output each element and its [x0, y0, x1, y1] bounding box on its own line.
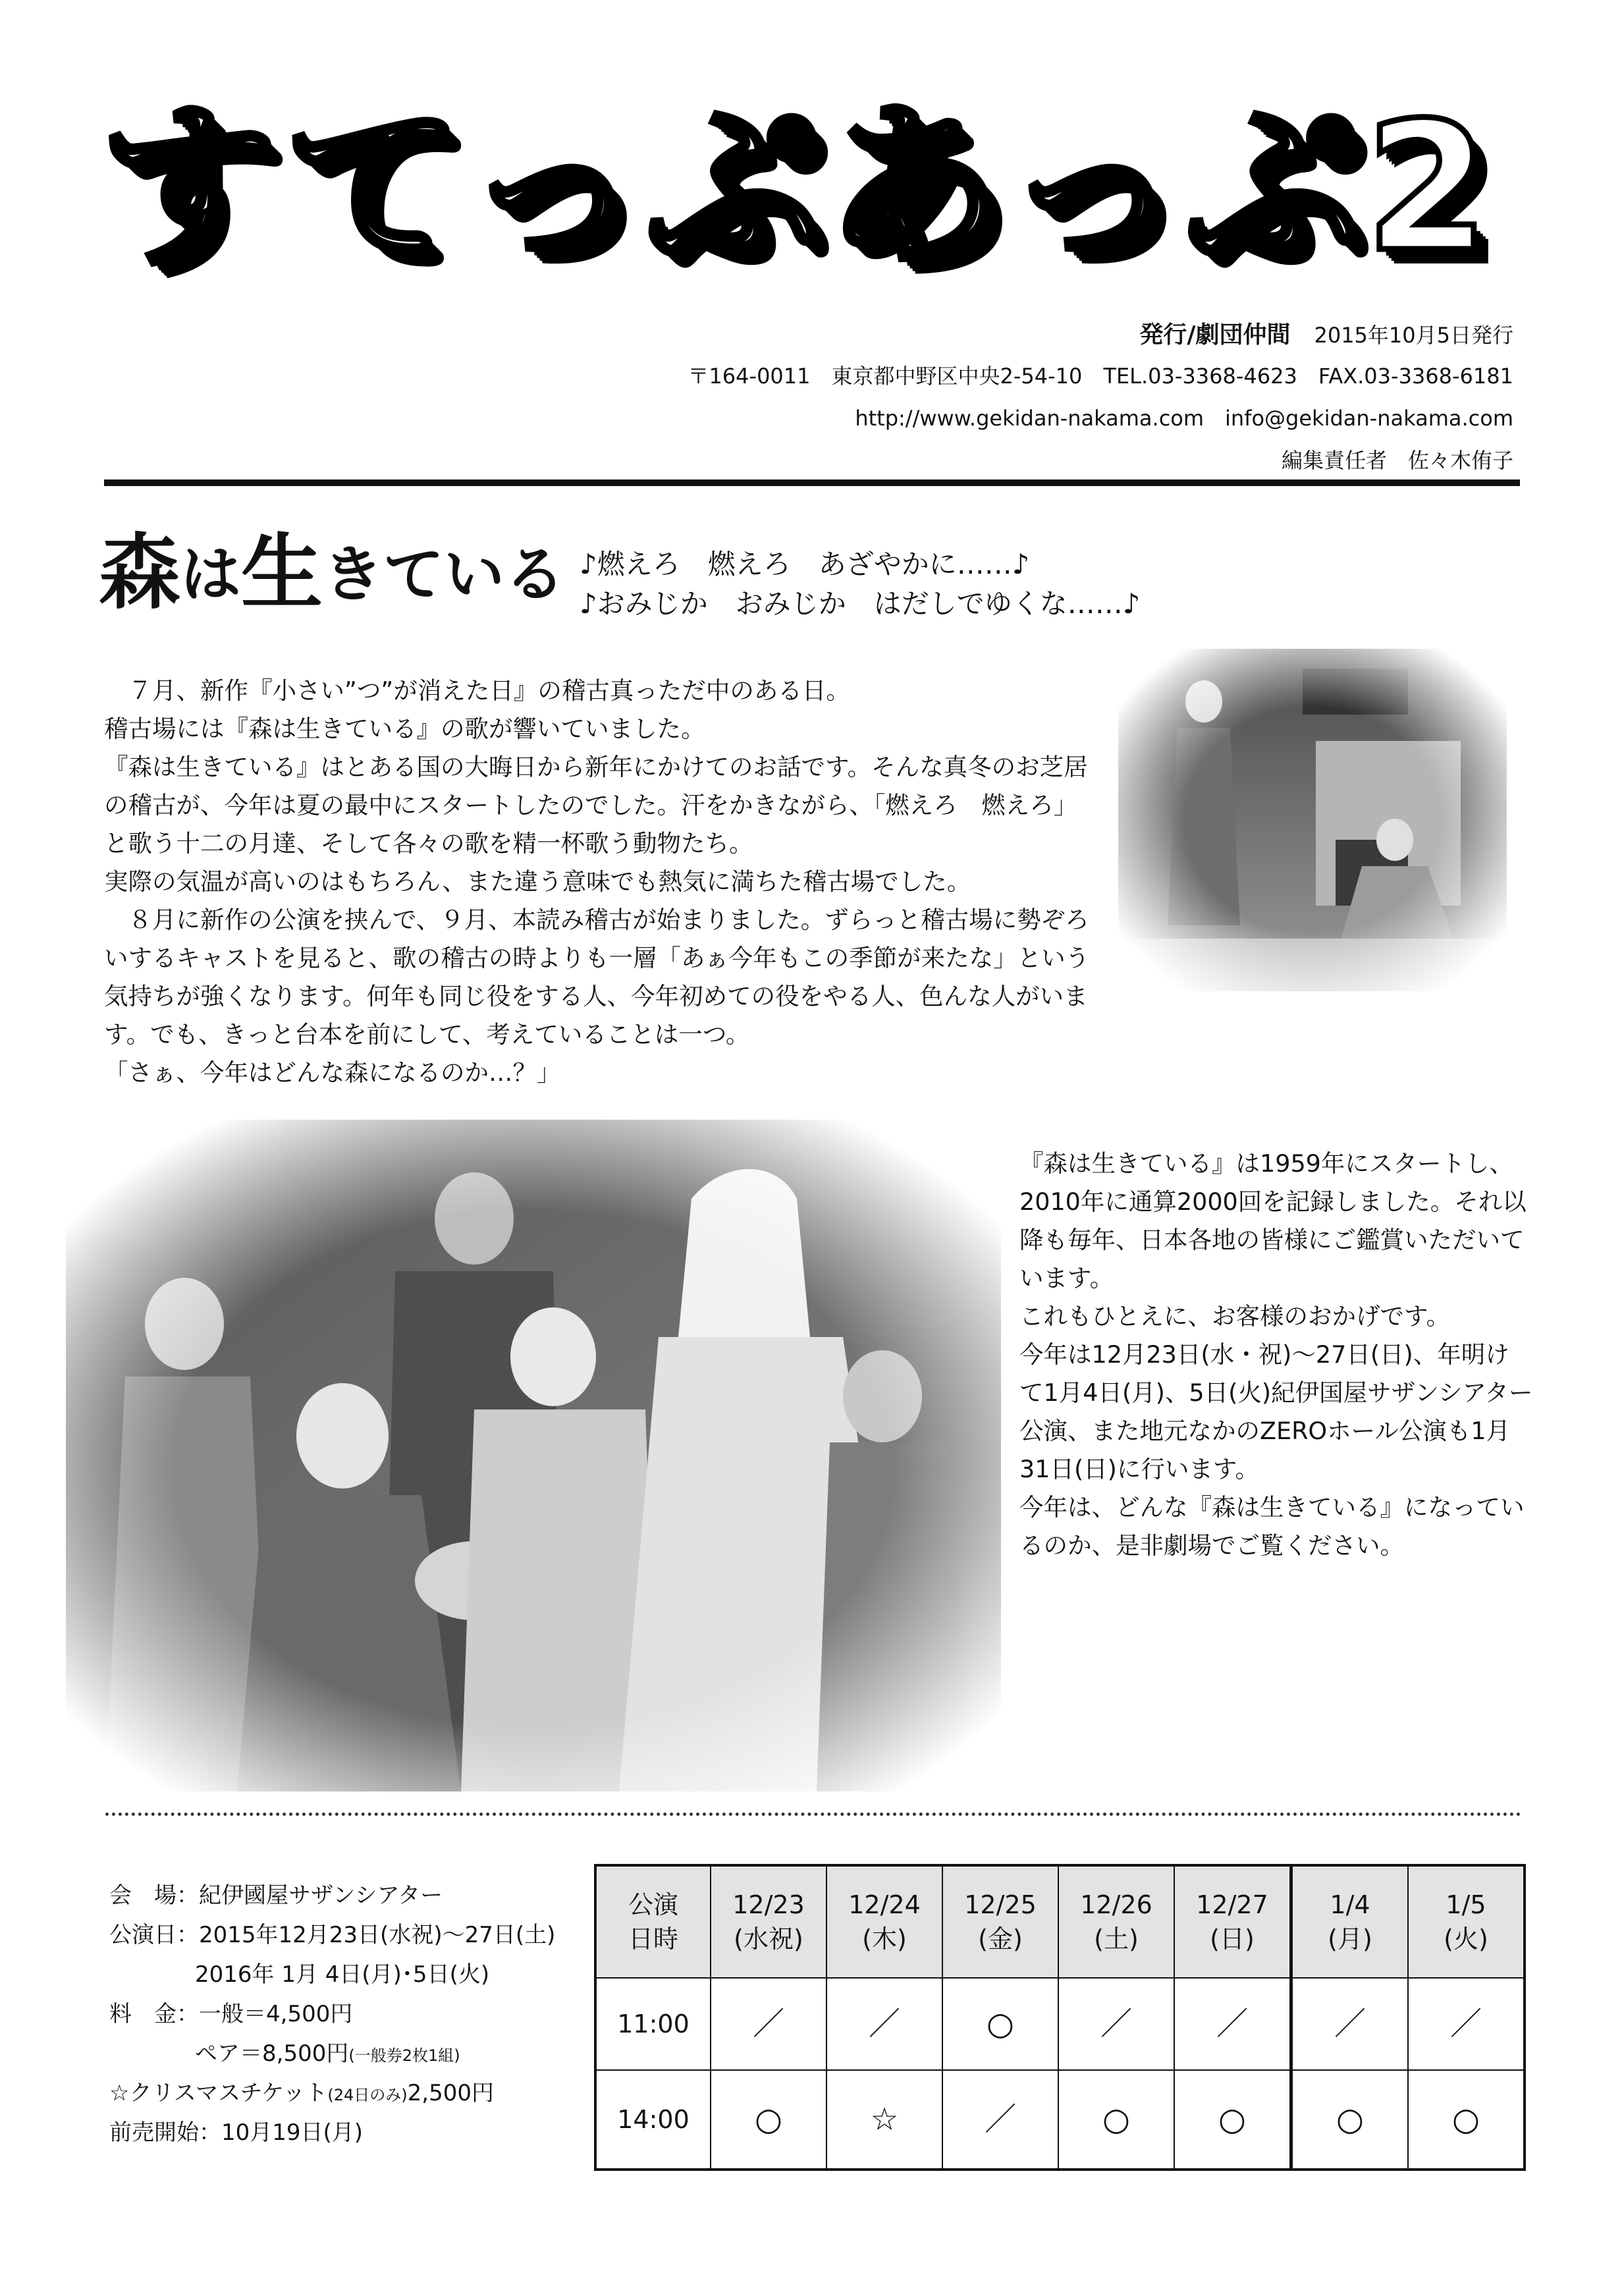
header-label-line: 公演 — [628, 1890, 678, 1919]
title-part: は — [180, 539, 242, 610]
xmas-ticket-price: 2,500円 — [407, 2080, 494, 2106]
lyric-line: ♪燃えろ 燃えろ あざやかに……♪ — [580, 548, 1030, 580]
schedule-date — [1291, 1865, 1409, 1978]
schedule-date — [826, 1865, 942, 1978]
stage-photo-small — [1118, 649, 1507, 991]
dates-line-2: 2016年 1月 4日(月)･5日(火) — [195, 1961, 490, 1988]
schedule-cell: ☆ — [826, 2070, 942, 2170]
date-text: 12/26 — [1080, 1890, 1152, 1919]
stage-photo-large-image — [66, 1120, 1001, 1791]
publish-date: 2015年10月5日発行 — [1314, 323, 1513, 348]
schedule-row — [595, 1978, 1525, 2070]
stage-photo-large — [66, 1120, 1001, 1791]
article-paragraph: ７月、新作『小さい”つ”が消えた日』の稽古真っただ中のある日。 — [104, 676, 850, 705]
schedule-row — [595, 2070, 1525, 2170]
schedule-cell: ○ — [1291, 2070, 1409, 2170]
day-text: (土) — [1094, 1925, 1139, 1954]
newsletter-title: すてっぷあっぷ2 — [99, 84, 1492, 291]
schedule-cell: ／ — [826, 1978, 942, 2070]
day-text: (金) — [978, 1925, 1023, 1954]
performance-info — [109, 1876, 570, 2152]
publisher-name: 発行/劇団仲間 — [1139, 321, 1291, 348]
date-text: 1/4 — [1330, 1890, 1370, 1919]
article-paragraph: 「さぁ、今年はどんな森になるのか…？」 — [104, 1058, 561, 1087]
history-body — [1019, 1145, 1533, 1565]
presale-line: 前売開始：10月19日(月) — [109, 2119, 364, 2146]
day-text: (木) — [862, 1925, 907, 1954]
day-text: (火) — [1444, 1925, 1488, 1954]
lyric-line: ♪おみじか おみじか はだしでゆくな……♪ — [580, 588, 1141, 620]
xmas-ticket-note: (24日のみ) — [327, 2086, 408, 2104]
venue-line: 会 場：紀伊國屋サザンシアター — [109, 1882, 443, 1909]
schedule-cell: ○ — [942, 1978, 1058, 2070]
schedule-cell: ／ — [1058, 1978, 1174, 2070]
xmas-ticket-label: ☆クリスマスチケット — [109, 2080, 328, 2106]
schedule-date — [1408, 1865, 1525, 1978]
schedule-cell: ／ — [942, 2070, 1058, 2170]
stage-photo-small-image — [1118, 649, 1507, 991]
xmas-ticket-line — [109, 2073, 570, 2113]
history-paragraph: これもひとえに、お客様のおかげです。 — [1019, 1302, 1451, 1330]
schedule-date — [711, 1865, 826, 1978]
date-text: 12/25 — [964, 1890, 1037, 1919]
price-line: 料 金：一般＝4,500円 — [109, 2001, 353, 2027]
dotted-divider — [105, 1813, 1521, 1816]
schedule-cell: ○ — [1408, 2070, 1525, 2170]
schedule-table — [594, 1864, 1526, 2171]
day-text: (水祝) — [734, 1925, 803, 1954]
schedule-cell: ／ — [1174, 1978, 1291, 2070]
schedule-time: 14:00 — [595, 2070, 711, 2170]
price-pair-note: (一般券2枚1組) — [348, 2046, 460, 2065]
price-pair: ペア＝8,500円 — [195, 2040, 349, 2067]
schedule-cell: ／ — [711, 1978, 826, 2070]
schedule-header-label — [595, 1865, 711, 1978]
date-text: 12/23 — [732, 1890, 805, 1919]
article-paragraph: 『森は生きている』はとある国の大晦日から新年にかけてのお話です。そんな真冬のお芝居の稽古が、今年は夏の最中にスタートしたのでした。汗をかきながら、「燃えろ 燃えろ」と歌う十二の月達、そして各々の歌を精一杯歌う動物たち。 — [104, 753, 1088, 858]
history-paragraph: 今年は、どんな『森は生きている』になっているのか、是非劇場でご覧ください。 — [1019, 1493, 1525, 1560]
article-paragraph: 稽古場には『森は生きている』の歌が響いていました。 — [104, 715, 705, 743]
price-pair-line — [109, 2034, 570, 2073]
title-part: 森 — [99, 525, 181, 620]
section-title — [99, 525, 566, 620]
schedule-cell: ／ — [1291, 1978, 1409, 2070]
schedule-time: 11:00 — [595, 1978, 711, 2070]
day-text: (日) — [1210, 1925, 1255, 1954]
title-part: きている — [323, 539, 566, 610]
history-paragraph: 『森は生きている』は1959年にスタートし、2010年に通算2000回を記録しました。それ以降も毎年、日本各地の皆様にご鑑賞いただいています。 — [1019, 1149, 1527, 1292]
publisher-web: http://www.gekidan-nakama.com info@gekidan-nakama.com — [855, 406, 1513, 431]
article-body — [104, 672, 1105, 1092]
schedule-cell: ○ — [1174, 2070, 1291, 2170]
schedule-date — [1058, 1865, 1174, 1978]
header-label-line: 日時 — [628, 1925, 678, 1954]
history-paragraph: 今年は12月23日(水・祝)〜27日(日)、年明けて1月4日(月)、5日(火)紀伊国屋サザンシアター公演、また地元なかのZEROホール公演も1月31日(日)に行います。 — [1019, 1340, 1533, 1483]
header-divider — [104, 479, 1520, 486]
day-text: (月) — [1328, 1925, 1372, 1954]
schedule-date — [1174, 1865, 1291, 1978]
schedule-cell: ／ — [1408, 1978, 1525, 2070]
schedule-date — [942, 1865, 1058, 1978]
article-paragraph: 実際の気温が高いのはもちろん、また違う意味でも熱気に満ちた稽古場でした。 — [104, 867, 971, 896]
title-part: 生 — [241, 525, 323, 620]
date-text: 12/24 — [848, 1890, 921, 1919]
schedule-header-row — [595, 1865, 1525, 1978]
publisher-address: 〒164-0011 東京都中野区中央2-54-10 TEL.03-3368-4623 FAX.03-3368-6181 — [688, 364, 1513, 389]
date-text: 1/5 — [1446, 1890, 1486, 1919]
schedule-cell: ○ — [711, 2070, 826, 2170]
date-text: 12/27 — [1196, 1890, 1268, 1919]
dates-line: 公演日：2015年12月23日(水祝)〜27日(土) — [109, 1922, 556, 1948]
publisher-line — [1139, 316, 1513, 350]
article-paragraph: ８月に新作の公演を挟んで、９月、本読み稽古が始まりました。ずらっと稽古場に勢ぞろいするキャストを見ると、歌の稽古の時よりも一層「あぁ今年もこの季節が来たな」という気持ちが強くなります。何年も同じ役をする人、今年初めての役をやる人、色んな人がいます。でも、きっと台本を前にして、考えていることは一つ。 — [104, 906, 1090, 1049]
publisher-editor: 編集責任者 佐々木侑子 — [1281, 448, 1513, 473]
schedule-cell: ○ — [1058, 2070, 1174, 2170]
